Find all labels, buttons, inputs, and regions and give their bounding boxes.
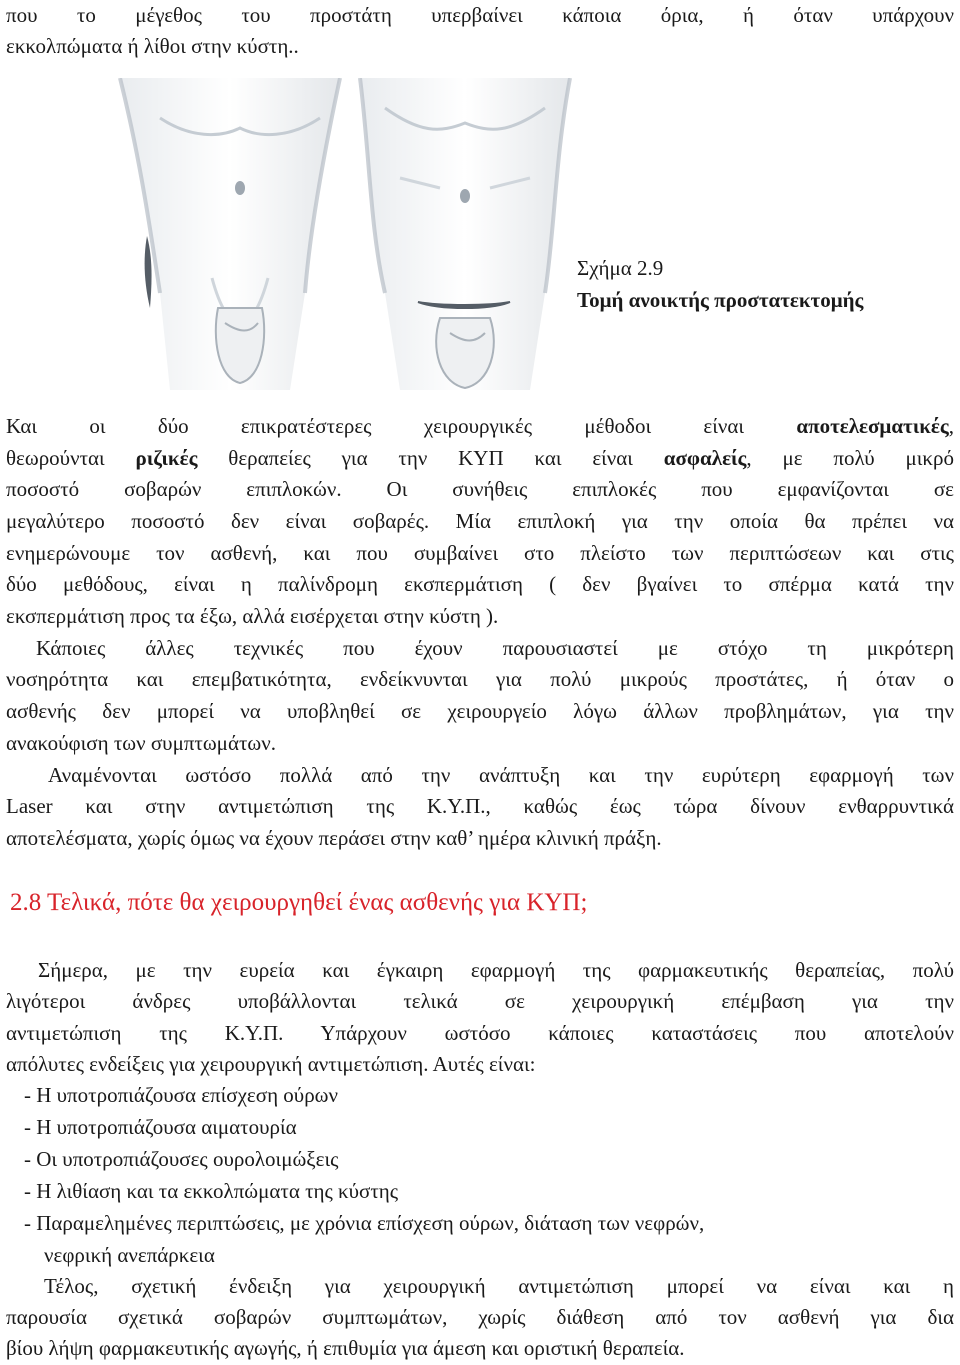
text-line: Κάποιες άλλες τεχνικές που έχουν παρουσιαστεί με στόχο τη μικρότερη xyxy=(36,636,954,660)
figure-caption-number: Σχήμα 2.9 xyxy=(577,256,664,280)
left-torso xyxy=(120,78,340,390)
list-item-continuation: νεφρική ανεπάρκεια xyxy=(44,1243,215,1267)
text-line: ποσοστό σοβαρών επιπλοκών. Οι συνήθεις επιπλοκές που εμφανίζονται σε xyxy=(6,477,954,501)
text-line: εκσπερμάτιση προς τα έξω, αλλά εισέρχεται στην κύστη ). xyxy=(6,604,499,628)
text-line: Σήμερα, με την ευρεία και έγκαιρη εφαρμογή της φαρμακευτικής θεραπείας, πολύ xyxy=(38,958,954,982)
text-line: νοσηρότητα και επεμβατικότητα, ενδείκνυνται για πολύ μικρούς προστάτες, ή όταν ο xyxy=(6,667,954,691)
text-line: Laser και στην αντιμετώπιση της Κ.Υ.Π., καθώς έως τώρα δίνουν ενθαρρυντικά xyxy=(6,794,954,818)
list-item: - Η υποτροπιάζουσα επίσχεση ούρων xyxy=(24,1083,338,1107)
text-line: ενημερώνουμε τον ασθενή, και που συμβαίνει στο πλείστο των περιπτώσεων και στις xyxy=(6,541,954,565)
section-heading: 2.8 Τελικά, πότε θα χειρουργηθεί ένας ασθενής για ΚΥΠ; xyxy=(10,889,588,916)
right-torso xyxy=(360,78,570,390)
text-line: που το μέγεθος του προστάτη υπερβαίνει κάποια όρια, ή όταν υπάρχουν xyxy=(6,3,954,27)
text-line: αποτελέσματα, χωρίς όμως να έχουν περάσει στην καθ’ ημέρα κλινική πράξη. xyxy=(6,826,662,850)
text-line: βίου λήψη φαρμακευτικής αγωγής, ή επιθυμία για άμεση και οριστική θεραπεία. xyxy=(6,1336,685,1360)
text-line: παρουσία σχετικά σοβαρών συμπτωμάτων, χωρίς διάθεση από τον ασθενή για δια xyxy=(6,1305,954,1329)
text-line: Αναμένονται ωστόσο πολλά από την ανάπτυξη και την ευρύτερη εφαρμογή των xyxy=(48,763,954,787)
text-line: Τέλος, σχετική ένδειξη για χειρουργική αντιμετώπιση μπορεί να είναι και η xyxy=(44,1274,954,1298)
figure-caption-title: Τομή ανοικτής προστατεκτομής xyxy=(577,288,864,312)
surgical-incision-illustration xyxy=(100,78,580,390)
text-line: αντιμετώπιση της Κ.Υ.Π. Υπάρχουν ωστόσο κάποιες καταστάσεις που αποτελούν xyxy=(6,1021,954,1045)
text-line: λιγότεροι άνδρες υποβάλλονται τελικά σε χειρουργική επέμβαση για την xyxy=(6,989,954,1013)
text-line: απόλυτες ενδείξεις για χειρουργική αντιμετώπιση. Αυτές είναι: xyxy=(6,1052,536,1076)
list-item: - Οι υποτροπιάζουσες ουρολοιμώξεις xyxy=(24,1147,339,1171)
text-line: θεωρούνται ριζικές θεραπείες για την ΚΥΠ και είναι ασφαλείς, με πολύ μικρό xyxy=(6,446,954,470)
list-item: - Παραμελημένες περιπτώσεις, με χρόνια επίσχεση ούρων, διάταση των νεφρών, xyxy=(24,1211,705,1235)
text-line: δύο μεθόδους, είναι η παλίνδρομη εκσπερμάτιση ( δεν βγαίνει το σπέρμα κατά την xyxy=(6,572,954,596)
text-line: μεγαλύτερο ποσοστό δεν είναι σοβαρές. Μία επιπλοκή για την οποία θα πρέπει να xyxy=(6,509,954,533)
list-item: - Η λιθίαση και τα εκκολπώματα της κύστης xyxy=(24,1179,399,1203)
list-item: - Η υποτροπιάζουσα αιματουρία xyxy=(24,1115,297,1139)
text-line: ανακούφιση των συμπτωμάτων. xyxy=(6,731,276,755)
text-line: εκκολπώματα ή λίθοι στην κύστη.. xyxy=(6,34,299,58)
text-line: ασθενής δεν μπορεί να υποβληθεί σε χειρουργείο λόγω άλλων προβλημάτων, για την xyxy=(6,699,954,723)
text-line: Και οι δύο επικρατέστερες χειρουργικές μέθοδοι είναι αποτελεσματικές, xyxy=(6,414,954,438)
